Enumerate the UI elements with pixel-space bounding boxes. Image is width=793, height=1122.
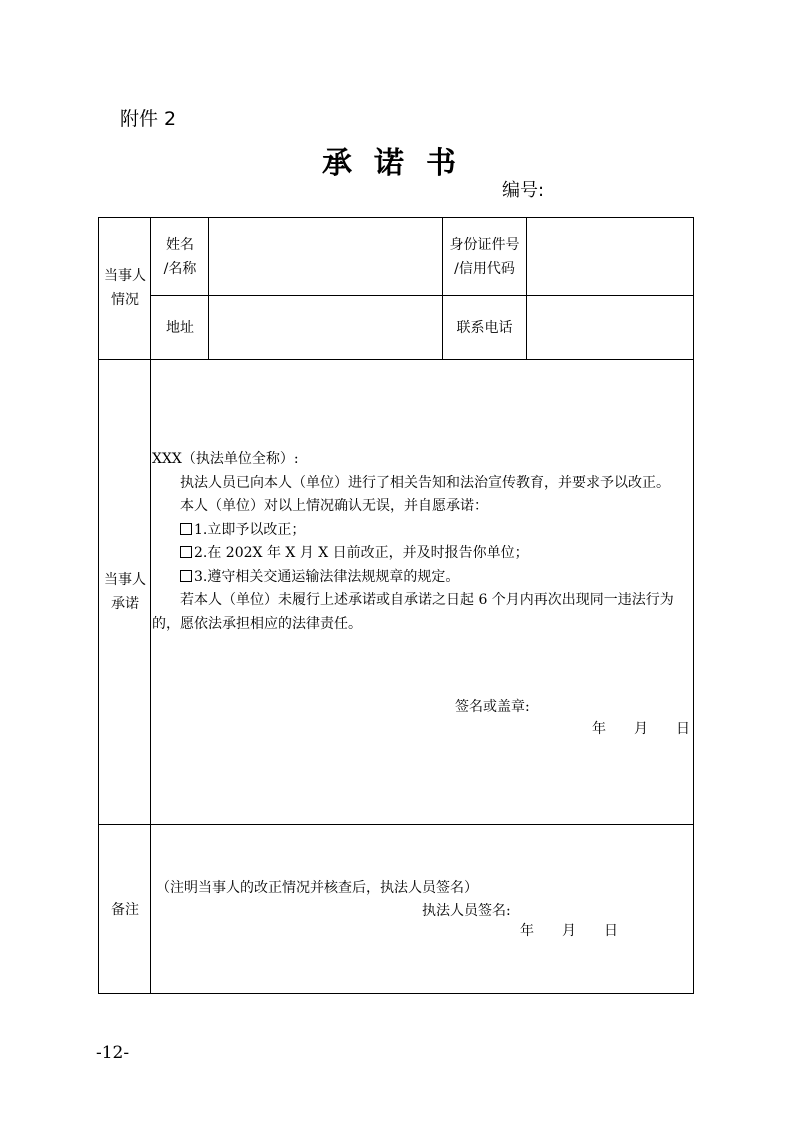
document-title: 承诺书 <box>322 146 478 181</box>
checkbox-option-3[interactable] <box>180 570 192 582</box>
name-label: 姓名 /名称 <box>163 237 197 277</box>
officer-signature-label: 执法人员签名: <box>422 903 511 919</box>
row-divider-section2 <box>98 824 694 825</box>
party-section-label: 当事人 情况 <box>104 268 146 308</box>
address-field[interactable] <box>209 296 441 358</box>
remarks-note: （注明当事人的改正情况并核查后，执法人员签名） <box>156 880 478 896</box>
id-code-label: 身份证件号 /信用代码 <box>449 237 520 277</box>
remarks-date: 年 月 日 <box>520 923 618 939</box>
promise-date: 年 月 日 <box>592 721 690 737</box>
option-2 <box>152 542 692 566</box>
serial-number-label: 编号: <box>502 180 545 201</box>
id-code-field[interactable] <box>527 218 693 294</box>
attachment-label: 附件 2 <box>120 108 177 130</box>
signature-label: 签名或盖章: <box>455 699 530 715</box>
paragraph-notice: 执法人员已向本人（单位）进行了相关告知和法治宣传教育，并要求予以改正。 <box>180 474 670 491</box>
page-number: -12- <box>96 1043 130 1063</box>
option-2-label: 2.在 202X 年 X 月 X 日前改正，并及时报告你单位； <box>194 545 529 561</box>
option-3-label: 3.遵守相关交通运输法律法规规章的规定。 <box>194 568 460 585</box>
row-divider-section1 <box>98 359 694 360</box>
addressee: XXX（执法单位全称）: <box>152 451 299 467</box>
remarks-section-label: 备注 <box>111 902 139 918</box>
option-3 <box>152 566 692 590</box>
paragraph-liability: 若本人（单位）未履行上述承诺或自承诺之日起 6 个月内再次出现同一违法行为的，愿依法承担相应的法律责任。 <box>152 592 674 632</box>
promise-section-label: 当事人 承诺 <box>104 572 146 612</box>
phone-field[interactable] <box>527 296 693 358</box>
address-label: 地址 <box>166 320 194 336</box>
checkbox-option-2[interactable] <box>180 546 192 558</box>
phone-label: 联系电话 <box>456 320 513 336</box>
checkbox-option-1[interactable] <box>180 523 192 535</box>
promise-body <box>152 448 692 636</box>
column-divider-label <box>150 217 151 994</box>
name-field[interactable] <box>209 218 441 294</box>
option-1-label: 1.立即予以改正； <box>194 521 306 538</box>
paragraph-confirm: 本人（单位）对以上情况确认无误，并自愿承诺： <box>180 498 488 514</box>
option-1 <box>152 519 692 543</box>
